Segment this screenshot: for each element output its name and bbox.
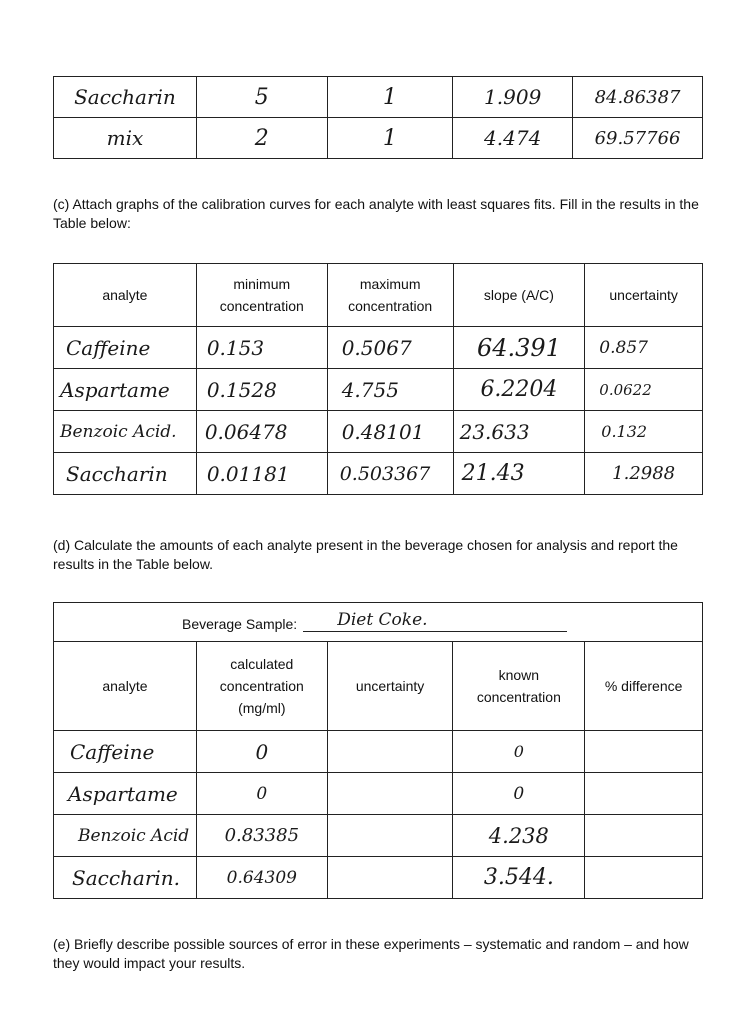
table-cell: 64.391 [453, 327, 585, 369]
table-cell: Saccharin [54, 77, 197, 118]
table-cell: 0.153 [196, 327, 327, 369]
table-cell [585, 773, 703, 815]
table-cell: 4.474 [453, 118, 573, 159]
table-row [54, 118, 703, 159]
table-cell: 0 [453, 773, 585, 815]
table-row [54, 857, 703, 899]
table-row [54, 369, 703, 411]
table-cell [327, 773, 453, 815]
part-d-instructions: (d) Calculate the amounts of each analyte present in the beverage chosen for analysis and report the results in the Table below. [53, 537, 678, 572]
calibration-standards-table [53, 76, 703, 159]
header-maximum-concentration: maximum concentration [327, 264, 453, 327]
beverage-sample-cell [54, 603, 703, 642]
beverage-sample-label: Beverage Sample: [182, 615, 298, 632]
header-analyte: analyte [54, 264, 197, 327]
table-cell: Aspartame [54, 369, 197, 411]
header-known-concentration: known concentration [453, 642, 585, 731]
table-cell: 1.2988 [585, 453, 703, 495]
table-cell [327, 731, 453, 773]
table-cell: 1.909 [453, 77, 573, 118]
header-analyte: analyte [54, 642, 197, 731]
table-cell: Saccharin. [54, 857, 197, 899]
table-cell: 5 [196, 77, 327, 118]
table-cell [585, 857, 703, 899]
table-cell: 0.857 [585, 327, 703, 369]
header-calculated-concentration: calculated concentration (mg/ml) [196, 642, 327, 731]
table-cell [327, 857, 453, 899]
table-cell: 0 [196, 773, 327, 815]
table-cell [327, 815, 453, 857]
table-cell [585, 815, 703, 857]
table-cell: 2 [196, 118, 327, 159]
table-cell [585, 731, 703, 773]
table-cell: 84.86387 [573, 77, 703, 118]
table-header-row [54, 264, 703, 327]
table-cell: 6.2204 [453, 369, 585, 411]
table-row [54, 731, 703, 773]
table-cell: 0.06478 [196, 411, 327, 453]
table-cell: 4.238 [453, 815, 585, 857]
table-cell: 1 [327, 118, 453, 159]
table-row [54, 453, 703, 495]
table-cell: Benzoic Acid. [54, 411, 197, 453]
header-percent-difference: % difference [585, 642, 703, 731]
table-cell: 0.5067 [327, 327, 453, 369]
table-cell: 1 [327, 77, 453, 118]
table-cell: 0.132 [585, 411, 703, 453]
table-cell: 21.43 [453, 453, 585, 495]
table-cell: 0 [196, 731, 327, 773]
table-cell: 0.1528 [196, 369, 327, 411]
header-uncertainty: uncertainty [585, 264, 703, 327]
table-cell: 23.633 [453, 411, 585, 453]
beverage-row [54, 603, 703, 642]
beverage-analysis-table [53, 602, 703, 899]
part-c-instructions: (c) Attach graphs of the calibration curves for each analyte with least squares fits. Fill in the results in the Table below: [53, 196, 699, 231]
table-cell: Benzoic Acid [54, 815, 197, 857]
table-row [54, 327, 703, 369]
table-cell: 0.01181 [196, 453, 327, 495]
beverage-sample-field [303, 609, 567, 632]
table-cell: 69.57766 [573, 118, 703, 159]
table-cell: 3.544. [453, 857, 585, 899]
table-row [54, 411, 703, 453]
table-row [54, 815, 703, 857]
header-slope: slope (A/C) [453, 264, 585, 327]
calibration-results-table [53, 263, 703, 495]
table-row [54, 773, 703, 815]
table-cell: 0.0622 [585, 369, 703, 411]
part-e-instructions: (e) Briefly describe possible sources of error in these experiments – systematic and random – and how they would impact your results. [53, 936, 689, 971]
table-cell: 0.83385 [196, 815, 327, 857]
table-cell: 4.755 [327, 369, 453, 411]
table-cell: mix [54, 118, 197, 159]
table-cell: 0.48101 [327, 411, 453, 453]
table-cell: Saccharin [54, 453, 197, 495]
table-cell: 0 [453, 731, 585, 773]
table-row [54, 77, 703, 118]
table-cell: Aspartame [54, 773, 197, 815]
beverage-sample-value: Diet Coke. [337, 609, 428, 630]
header-minimum-concentration: minimum concentration [196, 264, 327, 327]
table-cell: Caffeine [54, 731, 197, 773]
table-cell: Caffeine [54, 327, 197, 369]
header-uncertainty: uncertainty [327, 642, 453, 731]
table-header-row [54, 642, 703, 731]
table-cell: 0.64309 [196, 857, 327, 899]
table-cell: 0.503367 [327, 453, 453, 495]
